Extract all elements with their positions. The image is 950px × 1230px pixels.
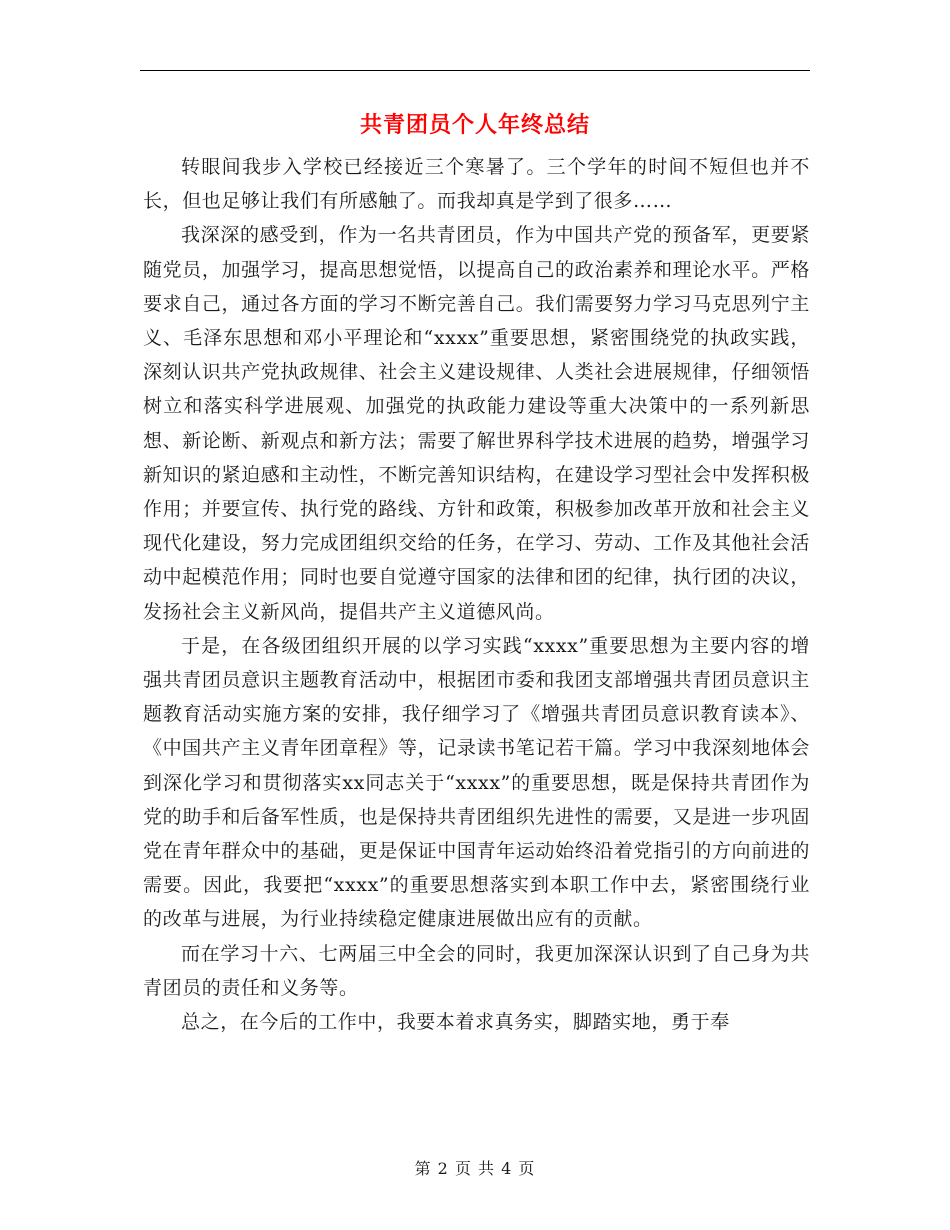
paragraph-2: 我深深的感受到，作为一名共青团员，作为中国共产党的预备军，更要紧随党员，加强学习，提高思想觉悟，以提高自己的政治素养和理论水平。严格要求自己，通过各方面的学习不断完善自己。我们需要努力学习马克思列宁主义、毛泽东思想和邓小平理论和“xxxx”重要思想，紧密围绕党的执政实践，深刻认识共产党执政规律、社会主义建设规律、人类社会进展规律，仔细领悟树立和落实科学进展观、加强党的执政能力建设等重大决策中的一系列新思想、新论断、新观点和新方法；需要了解世界科学技术进展的趋势，增强学习新知识的紧迫感和主动性，不断完善知识结构，在建设学习型社会中发挥积极作用；并要宣传、执行党的路线、方针和政策，积极参加改革开放和社会主义现代化建设，努力完成团组织交给的任务，在学习、劳动、工作及其他社会活动中起模范作用；同时也要自觉遵守国家的法律和团的纪律，执行团的决议，发扬社会主义新风尚，提倡共产主义道德风尚。 (143, 224, 810, 623)
paragraph-3: 于是，在各级团组织开展的以学习实践“xxxx”重要思想为主要内容的增强共青团员意识主题教育活动中，根据团市委和我团支部增强共青团员意识主题教育活动实施方案的安排，我仔细学习了《增强共青团员意识教育读本》、《中国共产主义青年团章程》等，记录读书笔记若干篇。学习中我深刻地体会到深化学习和贯彻落实xx同志关于“xxxx”的重要思想，既是保持共青团作为党的助手和后备军性质，也是保持共青团组织先进性的需要，又是进一步巩固党在青年群众中的基础，更是保证中国青年运动始终沿着党指引的方向前进的需要。因此，我要把“xxxx”的重要思想落实到本职工作中去，紧密围绕行业的改革与进展，为行业持续稳定健康进展做出应有的贡献。 (143, 634, 810, 931)
document-body (143, 150, 810, 1039)
document-title: 共青团员个人年终总结 (359, 113, 590, 138)
header-rule (140, 70, 810, 71)
page-number: 第 2 页 共 4 页 (414, 1159, 536, 1178)
paragraph-4: 而在学习十六、七两届三中全会的同时，我更加深深认识到了自己身为共青团员的责任和义务等。 (143, 942, 810, 999)
paragraph-1: 转眼间我步入学校已经接近三个寒暑了。三个学年的时间不短但也并不长，但也足够让我们有所感触了。而我却真是学到了很多…… (143, 156, 810, 213)
paragraph-5: 总之，在今后的工作中，我要本着求真务实，脚踏实地，勇于奉 (181, 1011, 730, 1034)
